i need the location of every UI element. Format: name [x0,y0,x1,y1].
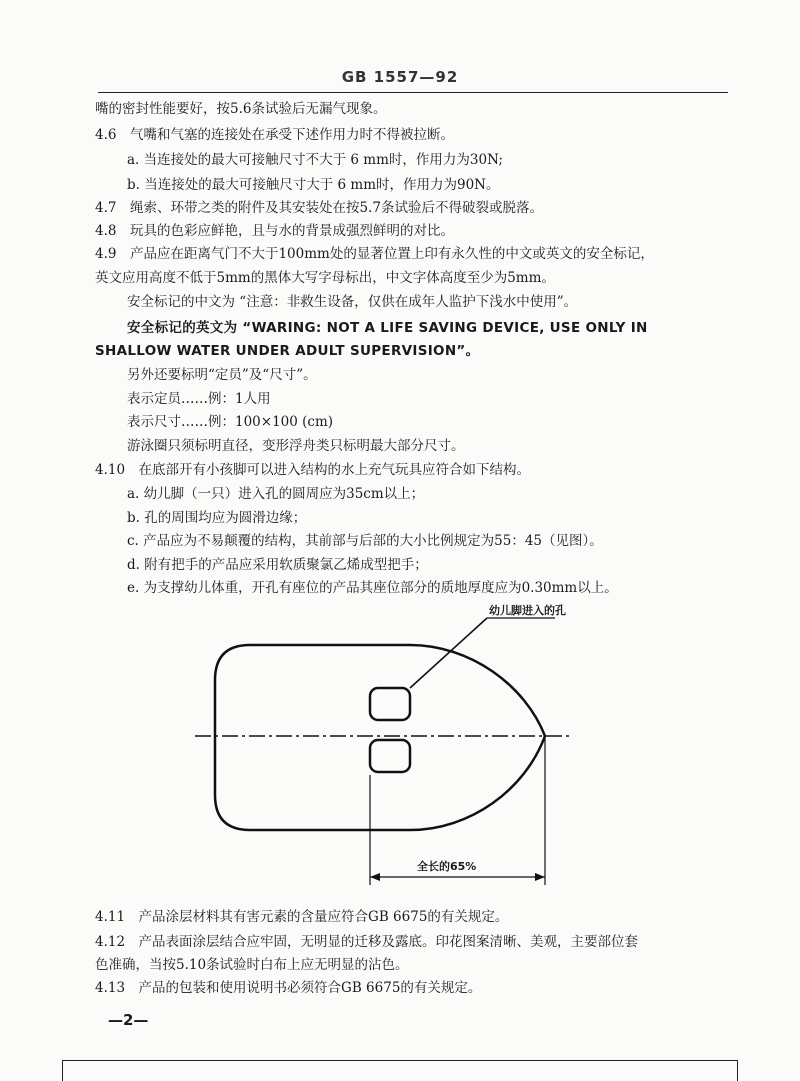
boat-outline [215,645,545,830]
foot-hole-lower [370,740,410,772]
length-label: 全长的65% [417,860,477,873]
text-line: 4.13 产品的包装和使用说明书必须符合GB 6675的有关规定。 [95,980,482,996]
boat-diagram-svg [195,600,595,900]
text-line: b. 当连接处的最大可接触尺寸大于 6 mm时，作用力为90N。 [127,177,500,193]
text-line: 4.11 产品涂层材料其有害元素的含量应符合GB 6675的有关规定。 [95,909,509,925]
text-line: 另外还要标明“定员”及“尺寸”。 [127,367,317,383]
text-line: 4.10 在底部开有小孩脚可以进入结构的水上充气玩具应符合如下结构。 [95,462,531,478]
text-line: 安全标记的中文为 “注意：非救生设备，仅供在成年人监护下浅水中使用”。 [127,294,578,310]
leader-line [410,618,487,688]
text-line: 安全标记的英文为 “WARING: NOT A LIFE SAVING DEVICE, USE ONLY IN [127,320,648,336]
text-line: 表示尺寸……例：100×100 (cm) [127,414,334,430]
hole-label: 幼儿脚进入的孔 [489,604,566,617]
text-line: 嘴的密封性能要好，按5.6条试验后无漏气现象。 [95,101,387,117]
text-line: 4.9 产品应在距离气门不大于100mm处的显著位置上印有永久性的中文或英文的安全标记， [95,246,654,262]
dim-arrow-left [370,873,380,881]
text-line: 4.12 产品表面涂层结合应牢固，无明显的迁移及露底。印花图案清晰、美观，主要部位套 [95,934,639,950]
text-line: 色准确，当按5.10条试验时白布上应无明显的沾色。 [95,957,409,973]
bottom-frame [62,1060,738,1081]
text-line: 英文应用高度不低于5mm的黑体大写字母标出，中文字体高度至少为5mm。 [95,270,555,286]
text-line: a. 当连接处的最大可接触尺寸不大于 6 mm时，作用力为30N; [127,152,503,168]
page-number: —2— [108,1011,149,1029]
foot-hole-upper [370,688,410,720]
page-header: GB 1557—92 [341,68,459,86]
text-line: 4.6 气嘴和气塞的连接处在承受下述作用力时不得被拉断。 [95,127,454,143]
text-line: SHALLOW WATER UNDER ADULT SUPERVISION”。 [95,343,480,359]
text-line: b. 孔的周围均应为圆滑边缘； [127,510,307,526]
text-line: d. 附有把手的产品应采用软质聚氯乙烯成型把手； [127,557,428,573]
text-line: 游泳圈只须标明直径，变形浮舟类只标明最大部分尺寸。 [127,438,465,454]
text-line: 4.7 绳索、环带之类的附件及其安装处在按5.7条试验后不得破裂或脱落。 [95,200,543,216]
text-line: c. 产品应为不易颠覆的结构，其前部与后部的大小比例规定为55：45（见图）。 [127,533,603,549]
text-line: 4.8 玩具的色彩应鲜艳，且与水的背景成强烈鲜明的对比。 [95,223,454,239]
header-rule [98,92,728,93]
dim-arrow-right [535,873,545,881]
text-line: a. 幼儿脚（一只）进入孔的圆周应为35cm以上； [127,486,425,502]
text-line: 表示定员……例：1人用 [127,391,271,407]
boat-diagram [195,600,595,900]
text-line: e. 为支撑幼儿体重，开孔有座位的产品其座位部分的质地厚度应为0.30mm以上。 [127,580,618,596]
